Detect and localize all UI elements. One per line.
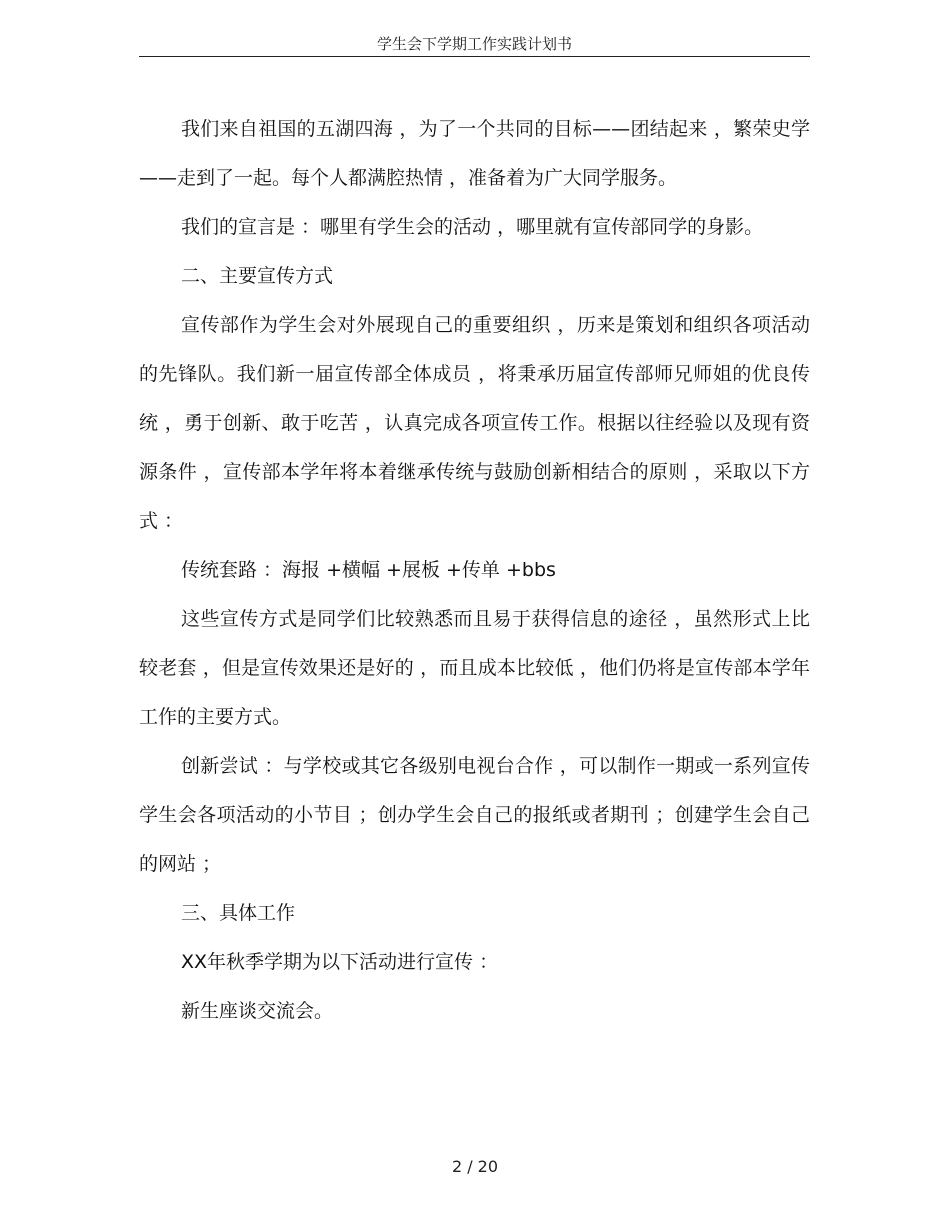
paragraph-intro: 我们来自祖国的五湖四海 ，为了一个共同的目标——团结起来 ，繁荣史学——走到了一起。每个人都满腔热情 ，准备着为广大同学服务。 bbox=[139, 118, 810, 189]
page-footer bbox=[0, 1157, 950, 1177]
section-heading-2: 二、主要宣传方式 bbox=[181, 265, 334, 287]
document-body bbox=[139, 105, 810, 1036]
document-title: 学生会下学期工作实践计划书 bbox=[376, 35, 572, 53]
paragraph-declaration: 我们的宣言是 ：哪里有学生会的活动 ，哪里就有宣传部同学的身影。 bbox=[181, 216, 764, 238]
paragraph-traditional-evaluation: 这些宣传方式是同学们比较熟悉而且易于获得信息的途径 ，虽然形式上比较老套 ，但是宣传效果还是好的 ，而且成本比较低 ，他们仍将是宣传部本学年工作的主要方式。 bbox=[139, 608, 810, 728]
paragraph-freshman-meeting: 新生座谈交流会。 bbox=[181, 1000, 334, 1022]
page-number: 2 / 20 bbox=[451, 1157, 499, 1176]
paragraph-innovation: 创新尝试 ：与学校或其它各级别电视台合作 ，可以制作一期或一系列宣传学生会各项活动的小节目 ；创办学生会自己的报纸或者期刊 ；创建学生会自己的网站 ； bbox=[139, 755, 810, 875]
section-heading-3: 三、具体工作 bbox=[181, 902, 296, 924]
paragraph-department-role: 宣传部作为学生会对外展现自己的重要组织 ，历来是策划和组织各项活动的先锋队。我们新一届宣传部全体成员 ，将秉承历届宣传部师兄师姐的优良传统 ，勇于创新、敢于吃苦 ，认真完成各项宣传工作。根据以往经验以及现有资源条件 ，宣传部本学年将本着继承传统与鼓励创新相结合的原则 ，采取以下方式 ： bbox=[139, 314, 810, 532]
paragraph-traditional-methods: 传统套路 ：海报 +横幅 +展板 +传单 +bbs bbox=[181, 559, 556, 581]
page-header bbox=[139, 34, 810, 57]
paragraph-autumn-term: XX年秋季学期为以下活动进行宣传 ： bbox=[181, 951, 499, 973]
